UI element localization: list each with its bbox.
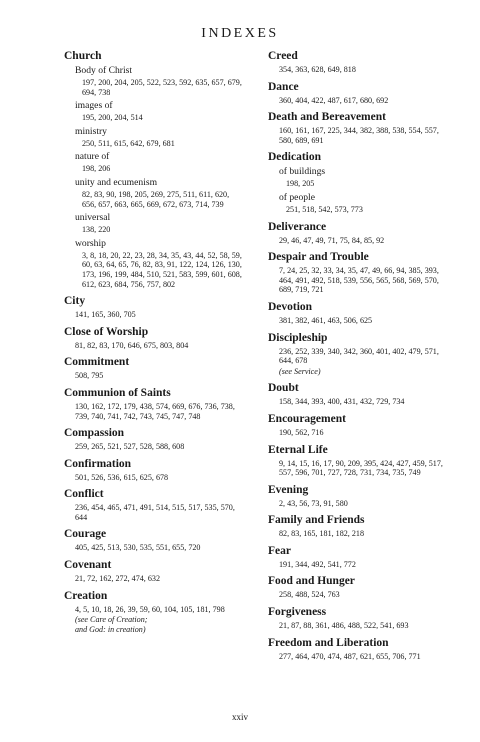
index-heading: Church — [64, 50, 102, 62]
hymn-numbers: 7, 24, 25, 32, 33, 34, 35, 47, 49, 66, 94, 385, 393, 464, 491, 492, 518, 539, 556, 565, 568, 569, 570, 689, 719, 721 — [279, 266, 439, 295]
index-entry-courage — [64, 528, 242, 553]
index-heading: Confirmation — [64, 457, 132, 470]
hymn-numbers: 198, 206 — [82, 164, 111, 174]
index-entry-communion-of-saints — [64, 387, 242, 421]
hymn-numbers: 21, 72, 162, 272, 474, 632 — [75, 574, 160, 584]
subentry-label: ministry — [75, 125, 107, 137]
index-heading: Conflict — [64, 488, 104, 501]
index-heading: Creed — [268, 50, 298, 62]
index-entry-close-of-worship — [64, 326, 242, 351]
hymn-numbers: 381, 382, 461, 463, 506, 625 — [279, 315, 373, 325]
hymn-numbers: 508, 795 — [75, 371, 104, 381]
index-entry-creation — [64, 590, 242, 635]
index-entry-encouragement — [268, 413, 454, 438]
index-entry-freedom-and-liberation — [268, 637, 454, 662]
index-entry-dedication — [268, 151, 454, 214]
index-entry-forgiveness — [268, 606, 454, 631]
hymn-numbers: 29, 46, 47, 49, 71, 75, 84, 85, 92 — [279, 235, 385, 245]
hymn-numbers: 250, 511, 615, 642, 679, 681 — [82, 138, 175, 148]
index-heading: Freedom and Liberation — [268, 636, 389, 649]
subentry-label: Body of Christ — [75, 65, 133, 76]
hymn-numbers: 191, 344, 492, 541, 772 — [279, 559, 356, 569]
index-heading: Doubt — [268, 382, 299, 395]
subentry-label: unity and ecumenism — [75, 176, 158, 188]
index-entry-dance — [268, 81, 454, 106]
hymn-numbers: 9, 14, 15, 16, 17, 90, 209, 395, 424, 427, 459, 517, 557, 596, 701, 727, 728, 731, 734, 735, 749 — [279, 458, 443, 478]
index-heading: Evening — [268, 483, 309, 496]
index-subentry — [64, 65, 242, 97]
index-heading: Deliverance — [268, 220, 327, 233]
hymn-numbers: 197, 200, 204, 205, 522, 523, 592, 635, 657, 679, 694, 738 — [82, 78, 242, 97]
index-subentry — [268, 192, 454, 215]
index-subentry — [64, 212, 242, 235]
index-subentry — [64, 100, 242, 123]
index-subentry — [268, 166, 454, 189]
hymn-numbers: 501, 526, 536, 615, 625, 678 — [75, 472, 169, 482]
index-heading: Courage — [64, 528, 107, 541]
index-heading: Family and Friends — [268, 514, 365, 527]
hymn-numbers: 258, 488, 524, 763 — [279, 590, 340, 600]
hymn-numbers: 236, 454, 465, 471, 491, 514, 515, 517, 535, 570, 644 — [75, 503, 235, 522]
hymn-numbers: 236, 252, 339, 340, 342, 360, 401, 402, 479, 571, 644, 678 — [279, 346, 439, 366]
hymn-numbers: 130, 162, 172, 179, 438, 574, 669, 676, 736, 738, 739, 740, 741, 742, 743, 745, 747, 748 — [75, 401, 235, 421]
cross-reference-note: (see Care of Creation; — [75, 615, 148, 625]
index-subentry — [64, 151, 242, 174]
index-heading: Commitment — [64, 356, 130, 369]
subentry-label: worship — [75, 237, 106, 249]
subentry-label: nature of — [75, 151, 110, 163]
index-entry-despair-and-trouble — [268, 251, 454, 295]
index-heading: Dedication — [268, 151, 322, 164]
page-number: xxiv — [231, 712, 248, 722]
index-entry-eternal-life — [268, 444, 454, 478]
hymn-numbers: 277, 464, 470, 474, 487, 621, 655, 706, 771 — [279, 651, 421, 661]
page-title: INDEXES — [201, 26, 279, 41]
index-subentry — [64, 126, 242, 149]
index-entry-fear — [268, 545, 454, 570]
index-entry-family-and-friends — [268, 514, 454, 539]
subentry-label: of people — [279, 191, 315, 203]
index-entry-city — [64, 295, 242, 320]
index-heading: Fear — [268, 544, 291, 557]
hymn-numbers: 82, 83, 165, 181, 182, 218 — [279, 529, 364, 539]
index-column-right — [268, 50, 454, 667]
hymn-numbers: 360, 404, 422, 487, 617, 680, 692 — [279, 95, 389, 105]
index-entry-discipleship — [268, 332, 454, 377]
subentry-label: universal — [75, 212, 111, 224]
index-heading: City — [64, 295, 86, 308]
cross-reference-note: and God: in creation) — [75, 624, 146, 634]
index-entry-commitment — [64, 356, 242, 381]
hymn-numbers: 82, 83, 90, 198, 205, 269, 275, 511, 611, 620, 656, 657, 663, 665, 669, 672, 673, 714, 739 — [82, 189, 230, 209]
subentry-label: of buildings — [279, 166, 326, 178]
index-entry-confirmation — [64, 458, 242, 483]
index-entry-creed — [268, 50, 454, 75]
index-heading: Discipleship — [268, 331, 328, 344]
hymn-numbers: 158, 344, 393, 400, 431, 432, 729, 734 — [279, 397, 405, 407]
index-heading: Eternal Life — [268, 443, 328, 456]
index-entry-doubt — [268, 382, 454, 407]
index-entry-food-and-hunger — [268, 575, 454, 600]
index-entry-compassion — [64, 427, 242, 452]
index-entry-conflict — [64, 488, 242, 522]
hymn-numbers: 2, 43, 56, 73, 91, 580 — [279, 498, 348, 508]
index-entry-death-and-bereavement — [268, 111, 454, 145]
index-heading: Food and Hunger — [268, 575, 355, 588]
subentry-label: images of — [75, 100, 113, 112]
index-heading: Forgiveness — [268, 606, 327, 619]
index-heading: Close of Worship — [64, 325, 149, 338]
hymn-numbers: 259, 265, 521, 527, 528, 588, 608 — [75, 442, 185, 452]
hymn-numbers: 141, 165, 360, 705 — [75, 310, 136, 320]
index-heading: Death and Bereavement — [268, 111, 386, 124]
index-heading: Communion of Saints — [64, 386, 171, 399]
hymn-numbers: 251, 518, 542, 573, 773 — [286, 204, 363, 214]
index-heading: Devotion — [268, 300, 313, 313]
index-entry-deliverance — [268, 221, 454, 246]
hymn-numbers: 21, 87, 88, 361, 486, 488, 522, 541, 693 — [279, 621, 409, 631]
index-heading: Despair and Trouble — [268, 251, 369, 264]
index-subentry — [64, 238, 242, 289]
index-entry-devotion — [268, 301, 454, 326]
hymn-numbers: 160, 161, 167, 225, 344, 382, 388, 538, 554, 557, 580, 689, 691 — [279, 126, 439, 145]
hymn-numbers: 81, 82, 83, 170, 646, 675, 803, 804 — [75, 340, 189, 350]
index-heading: Dance — [268, 80, 299, 93]
hymn-numbers: 354, 363, 628, 649, 818 — [279, 65, 356, 74]
hymn-numbers: 138, 220 — [82, 225, 111, 235]
hymn-numbers: 3, 8, 18, 20, 22, 23, 28, 34, 35, 43, 44, 52, 58, 59, 60, 63, 64, 65, 76, 82, 83, 91, 122, 124, 126, 130, 173, 196, 199, 484, 510, 521, 583, 599, 601, 608, 612, 623, 684, 756, 757, 802 — [82, 250, 242, 289]
index-heading: Compassion — [64, 427, 125, 440]
index-entry-covenant — [64, 559, 242, 584]
index-entry-church — [64, 50, 242, 289]
index-heading: Covenant — [64, 559, 112, 572]
index-subentry — [64, 177, 242, 209]
index-entry-evening — [268, 484, 454, 509]
hymn-numbers: 195, 200, 204, 514 — [82, 113, 143, 123]
index-heading: Encouragement — [268, 412, 346, 425]
index-heading: Creation — [64, 589, 108, 602]
index-column-left — [64, 50, 242, 640]
hymn-numbers: 190, 562, 716 — [279, 427, 324, 437]
hymn-numbers: 4, 5, 10, 18, 26, 39, 59, 60, 104, 105, 181, 798 — [75, 604, 225, 614]
cross-reference-note: (see Service) — [279, 366, 321, 376]
hymn-numbers: 198, 205 — [286, 179, 315, 189]
hymn-numbers: 405, 425, 513, 530, 535, 551, 655, 720 — [75, 543, 201, 553]
